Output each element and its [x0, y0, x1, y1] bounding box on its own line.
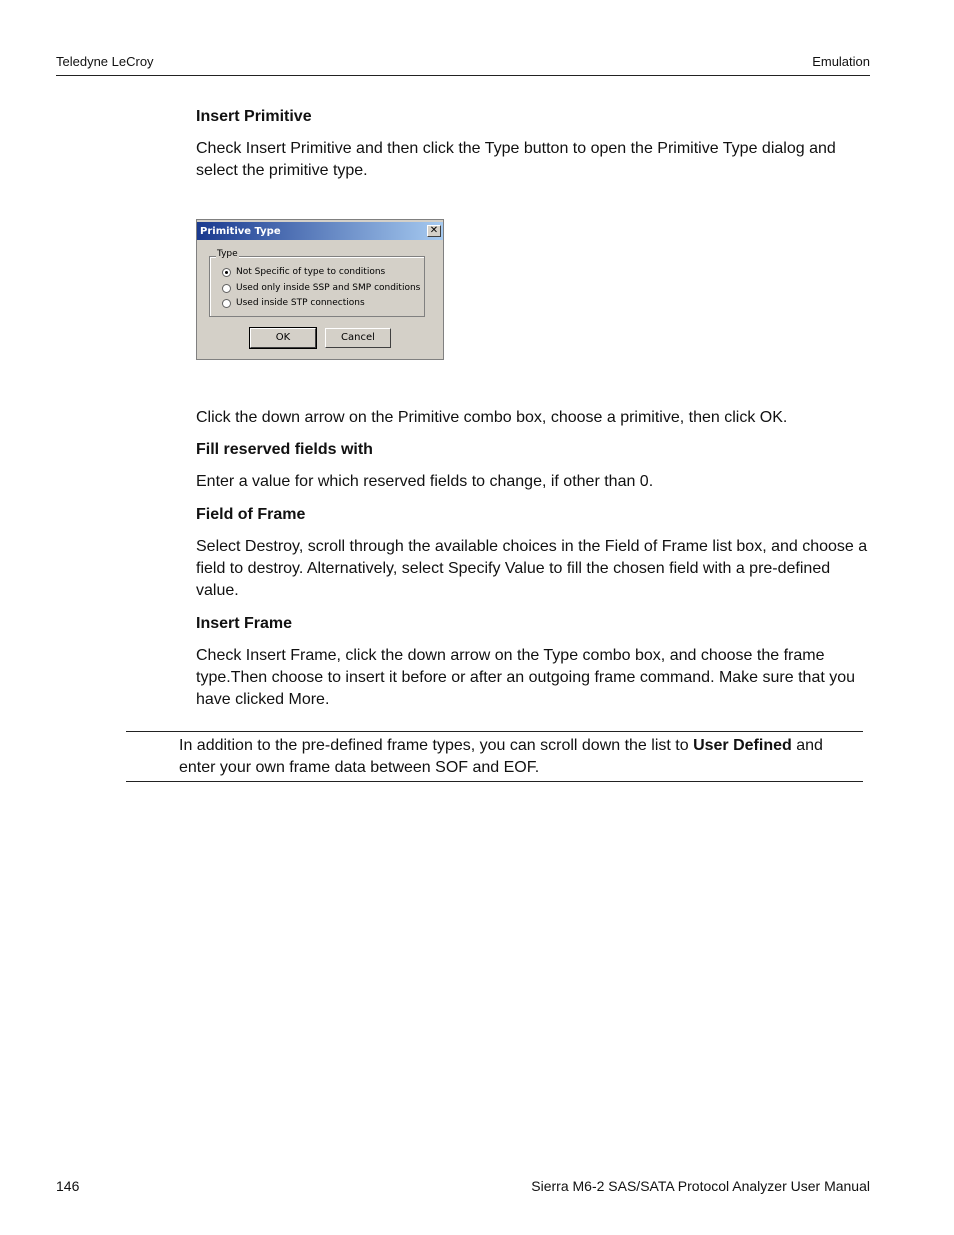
primitive-type-dialog — [196, 219, 444, 360]
fill-reserved-heading: Fill reserved fields with — [196, 441, 373, 458]
insert-primitive-body: Check Insert Primitive and then click the Type button to open the Primitive Type dialog and select the primitive type. — [196, 140, 836, 179]
field-of-frame-heading: Field of Frame — [196, 506, 306, 523]
after-dialog-text: Click the down arrow on the Primitive combo box, choose a primitive, then click OK. — [196, 409, 788, 426]
fill-reserved-section — [196, 441, 868, 493]
page-number: 146 — [56, 1178, 80, 1194]
note-box — [179, 735, 859, 779]
note-text-bold: User Defined — [693, 737, 792, 754]
insert-primitive-section — [196, 108, 868, 182]
field-of-frame-section — [196, 506, 868, 602]
after-dialog-section — [196, 407, 868, 429]
radio-option-ssp-smp[interactable] — [222, 283, 420, 293]
dialog-title: Primitive Type — [200, 225, 281, 237]
radio-option-label: Used inside STP connections — [236, 298, 365, 308]
insert-primitive-heading: Insert Primitive — [196, 108, 312, 125]
type-groupbox — [209, 249, 425, 317]
radio-option-stp[interactable] — [222, 298, 365, 308]
header-divider — [56, 75, 870, 76]
close-icon[interactable]: ✕ — [427, 225, 441, 237]
type-group-label: Type — [217, 249, 238, 259]
ok-button[interactable]: OK — [250, 328, 316, 348]
header-company: Teledyne LeCroy — [56, 54, 154, 69]
radio-option-label: Used only inside SSP and SMP conditions — [236, 283, 421, 293]
note-bottom-rule — [126, 781, 863, 782]
note-text-after: and enter your own frame data between SOF and EOF. — [179, 737, 823, 776]
note-top-rule — [126, 731, 863, 732]
radio-unselected-icon[interactable] — [222, 299, 231, 308]
radio-selected-icon[interactable] — [222, 268, 231, 277]
header-chapter: Emulation — [812, 54, 870, 69]
radio-unselected-icon[interactable] — [222, 284, 231, 293]
field-of-frame-body: Select Destroy, scroll through the available choices in the Field of Frame list box, and choose a field to destroy. Alternatively, select Specify Value to fill the chosen field with a pre-defined value. — [196, 538, 868, 599]
insert-frame-section — [196, 615, 868, 711]
manual-title: Sierra M6-2 SAS/SATA Protocol Analyzer User Manual — [531, 1178, 870, 1194]
cancel-button[interactable]: Cancel — [325, 328, 391, 348]
dialog-titlebar[interactable] — [197, 222, 443, 240]
insert-frame-body: Check Insert Frame, click the down arrow on the Type combo box, and choose the frame type.Then choose to insert it before or after an outgoing frame command. Make sure that you have clicked More. — [196, 647, 856, 708]
radio-option-not-specific[interactable] — [222, 267, 385, 277]
insert-frame-heading: Insert Frame — [196, 615, 293, 632]
fill-reserved-body: Enter a value for which reserved fields to change, if other than 0. — [196, 473, 654, 490]
radio-option-label: Not Specific of type to conditions — [236, 267, 386, 277]
note-text-before: In addition to the pre-defined frame types, you can scroll down the list to — [179, 737, 694, 754]
